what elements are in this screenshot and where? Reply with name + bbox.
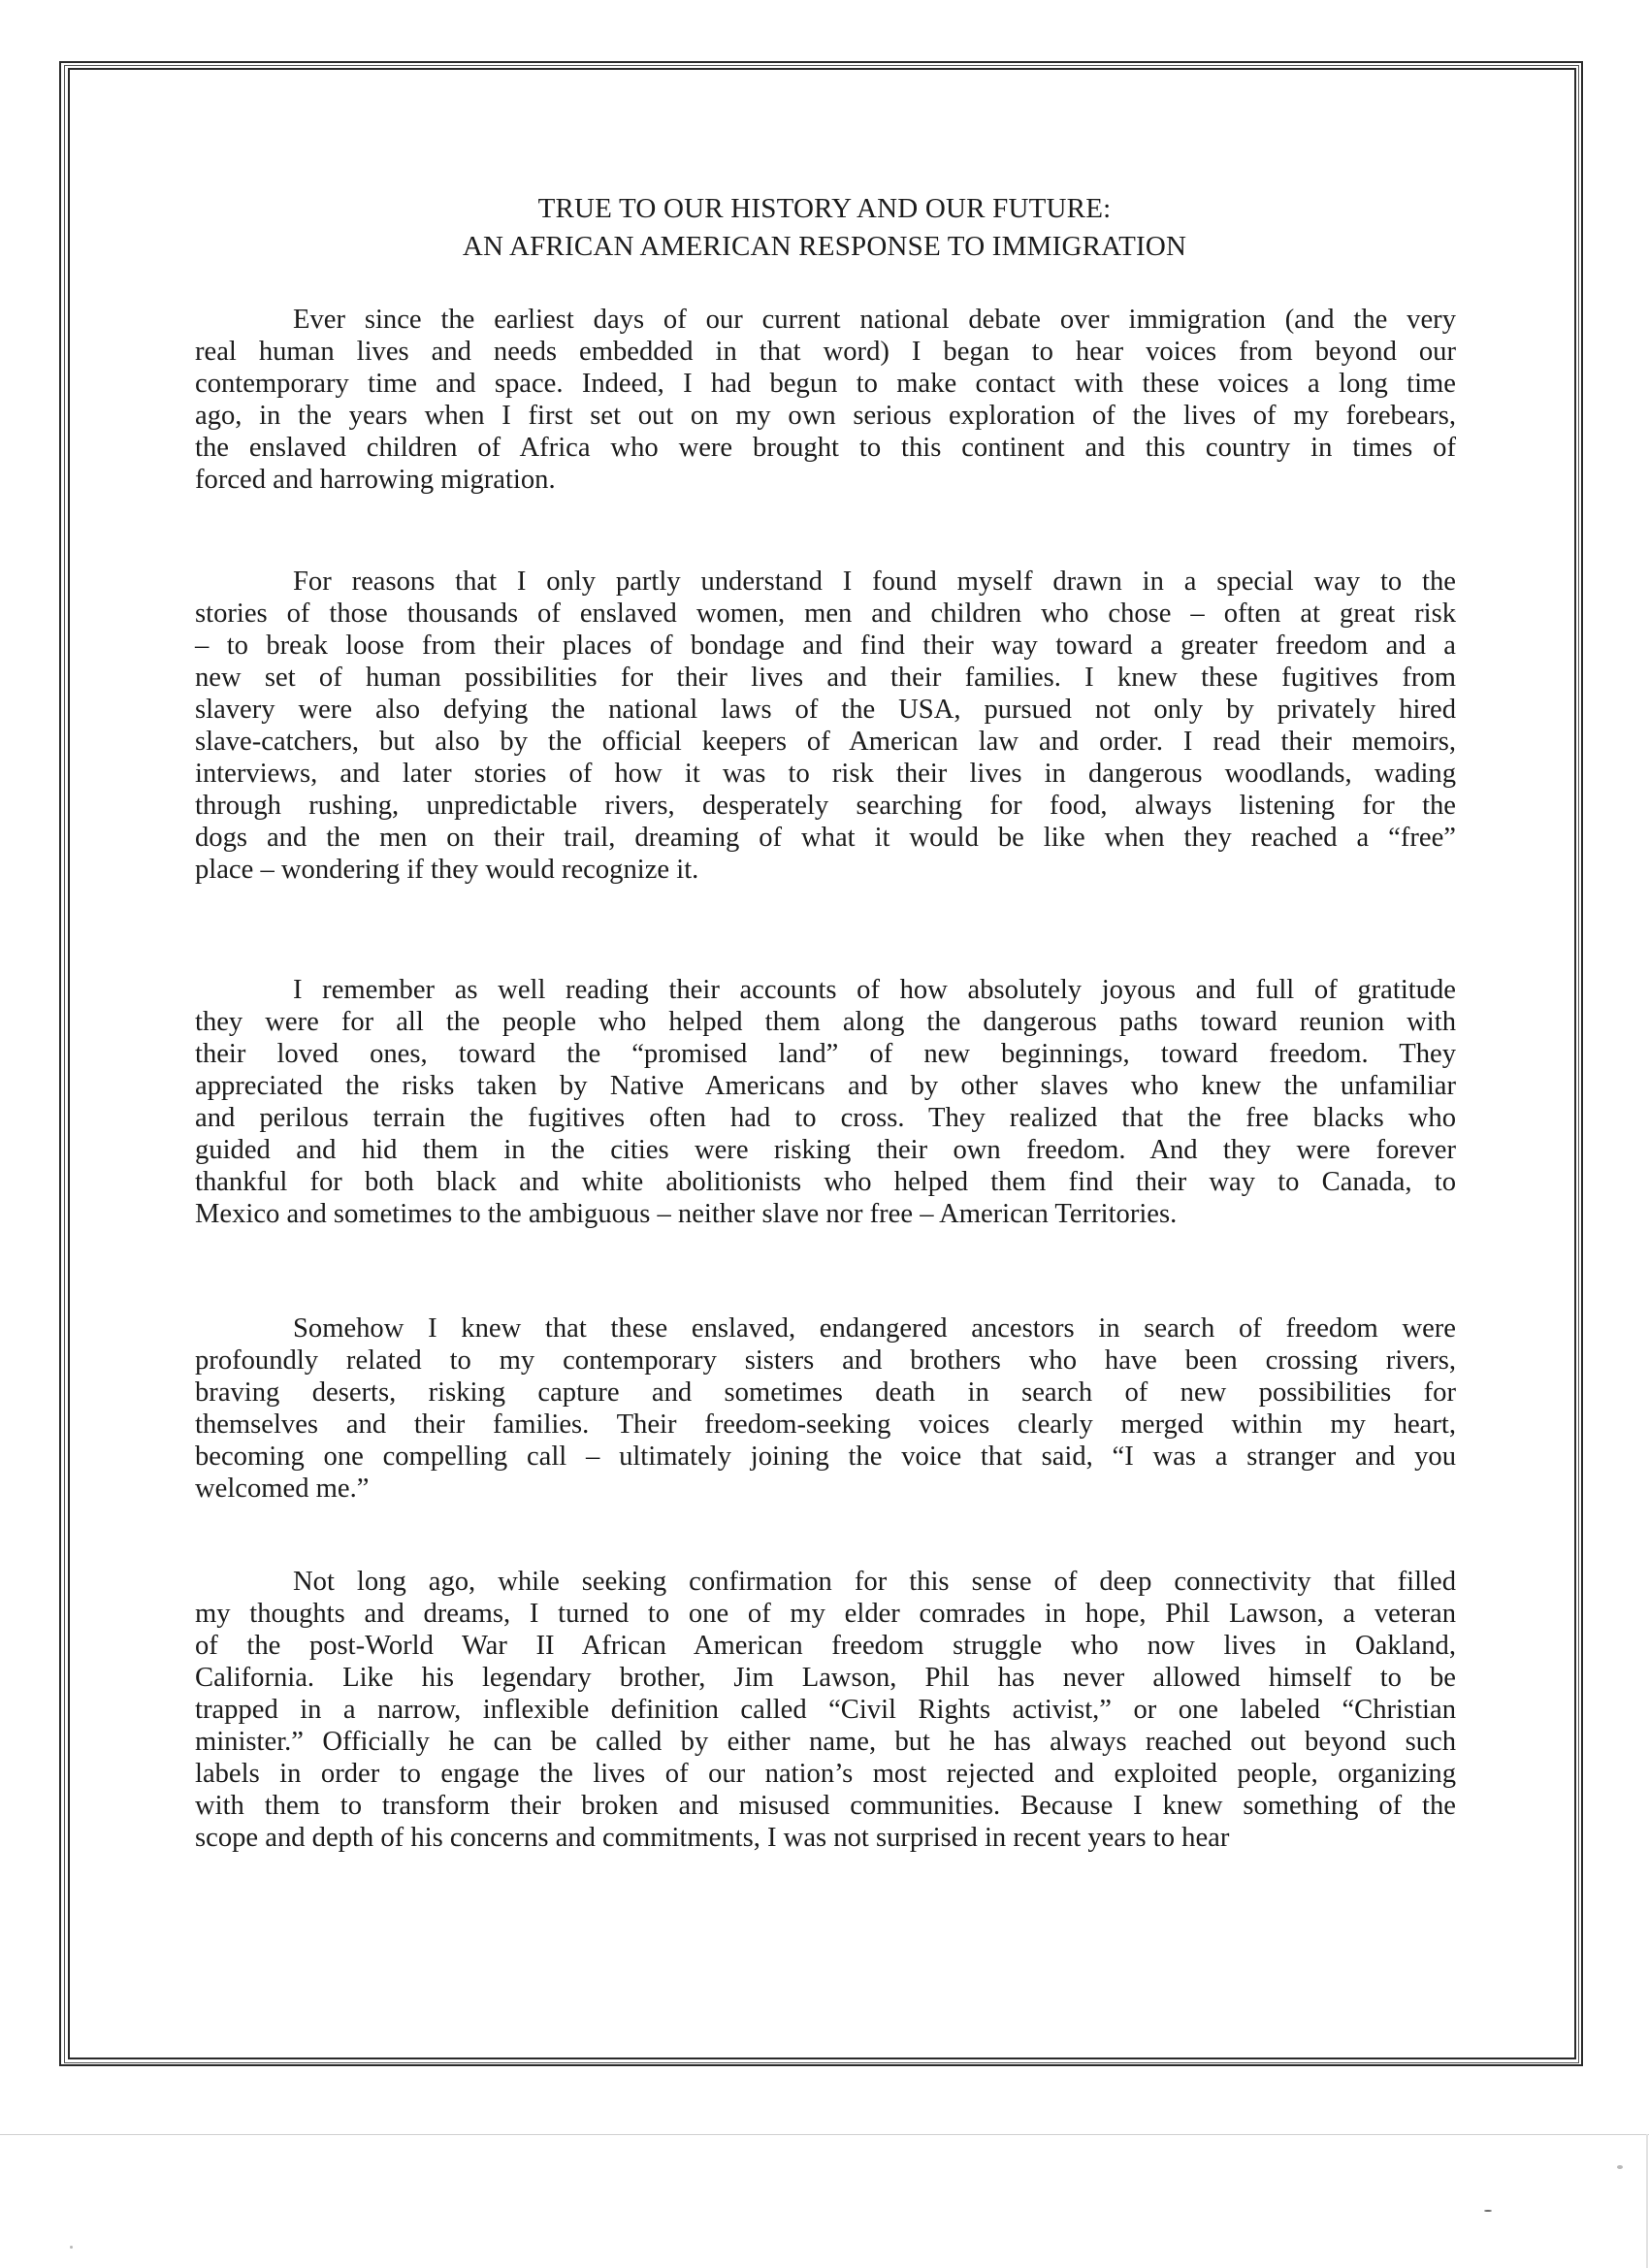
paragraph-line: For reasons that I only partly understand I found myself drawn in a special way to the (293, 567, 1456, 597)
paragraph-line: of the post-World War II African American freedom struggle who now lives in Oakland, (195, 1631, 1456, 1661)
paragraph-line: contemporary time and space. Indeed, I had begun to make contact with these voices a long time (195, 369, 1456, 399)
paragraph-line: ago, in the years when I first set out on my own serious exploration of the lives of my forebears, (195, 401, 1456, 431)
paragraph-line: becoming one compelling call – ultimately joining the voice that said, “I was a stranger and you (195, 1442, 1456, 1472)
paragraph-line: place – wondering if they would recognize it. (195, 855, 699, 885)
paragraph-line: their loved ones, toward the “promised land” of new beginnings, toward freedom. They (195, 1039, 1456, 1069)
paragraph-line: slave-catchers, but also by the official keepers of American law and order. I read their memoirs, (195, 727, 1456, 757)
paragraph-line: appreciated the risks taken by Native Americans and by other slaves who knew the unfamiliar (195, 1071, 1456, 1101)
paragraph-line: stories of those thousands of enslaved women, men and children who chose – often at great risk (195, 599, 1456, 629)
paragraph-line: Not long ago, while seeking confirmation for this sense of deep connectivity that filled (293, 1567, 1456, 1597)
paragraph-line: scope and depth of his concerns and commitments, I was not surprised in recent years to hear (195, 1823, 1230, 1853)
paragraph-line: interviews, and later stories of how it was to risk their lives in dangerous woodlands, wading (195, 759, 1456, 789)
paragraph-line: Somehow I knew that these enslaved, endangered ancestors in search of freedom were (293, 1313, 1456, 1344)
paragraph-line: thankful for both black and white abolitionists who helped them find their way to Canada, to (195, 1167, 1456, 1197)
paragraph-line: California. Like his legendary brother, Jim Lawson, Phil has never allowed himself to be (195, 1663, 1456, 1693)
paragraph-line: – to break loose from their places of bondage and find their way toward a greater freedom and a (195, 631, 1456, 661)
scan-speck (70, 2246, 73, 2249)
paragraph-line: with them to transform their broken and misused communities. Because I knew something of the (195, 1791, 1456, 1821)
document-title-line-1: TRUE TO OUR HISTORY AND OUR FUTURE: (537, 193, 1112, 224)
paragraph-line: Ever since the earliest days of our current national debate over immigration (and the very (293, 305, 1456, 335)
paragraph-line: profoundly related to my contemporary sisters and brothers who have been crossing rivers, (195, 1345, 1456, 1376)
scan-speck (1484, 2210, 1492, 2212)
paragraph-line: and perilous terrain the fugitives often had to cross. They realized that the free blacks who (195, 1103, 1456, 1133)
scan-speck (1617, 2165, 1623, 2169)
paragraph-line: trapped in a narrow, inflexible definition called “Civil Rights activist,” or one labeled “Christian (195, 1695, 1456, 1725)
scan-edge-line (0, 2134, 1649, 2135)
paragraph-line: minister.” Officially he can be called by either name, but he has always reached out beyond such (195, 1727, 1456, 1757)
paragraph-line: the enslaved children of Africa who were brought to this continent and this country in times of (195, 433, 1456, 463)
paragraph-line: dogs and the men on their trail, dreaming of what it would be like when they reached a “free” (195, 823, 1456, 853)
document-title-line-2: AN AFRICAN AMERICAN RESPONSE TO IMMIGRATION (462, 231, 1187, 262)
paragraph-line: themselves and their families. Their freedom-seeking voices clearly merged within my heart, (195, 1409, 1456, 1440)
paragraph-line: my thoughts and dreams, I turned to one of my elder comrades in hope, Phil Lawson, a veteran (195, 1599, 1456, 1629)
paragraph-line: braving deserts, risking capture and sometimes death in search of new possibilities for (195, 1377, 1456, 1408)
paragraph-line: guided and hid them in the cities were risking their own freedom. And they were forever (195, 1135, 1456, 1165)
scan-edge-right (1646, 2134, 1648, 2268)
paragraph-line: they were for all the people who helped them along the dangerous paths toward reunion with (195, 1007, 1456, 1037)
paragraph-line: new set of human possibilities for their lives and their families. I knew these fugitives from (195, 663, 1456, 693)
paragraph-line: slavery were also defying the national laws of the USA, pursued not only by privately hired (195, 695, 1456, 725)
paragraph-line: labels in order to engage the lives of our nation’s most rejected and exploited people, organizing (195, 1759, 1456, 1789)
paragraph-line: welcomed me.” (195, 1474, 370, 1504)
paragraph-line: Mexico and sometimes to the ambiguous – neither slave nor free – American Territories. (195, 1199, 1178, 1229)
paragraph-line: forced and harrowing migration. (195, 465, 556, 495)
paragraph-line: I remember as well reading their accounts of how absolutely joyous and full of gratitude (293, 975, 1456, 1005)
paragraph-line: real human lives and needs embedded in that word) I began to hear voices from beyond our (195, 337, 1456, 367)
paragraph-line: through rushing, unpredictable rivers, desperately searching for food, always listening for the (195, 791, 1456, 821)
